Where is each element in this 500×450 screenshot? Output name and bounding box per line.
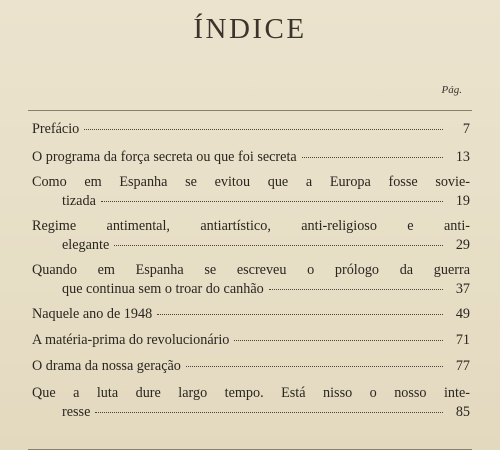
- page-title: ÍNDICE: [193, 13, 307, 45]
- toc-entry-prologo-guerra[interactable]: [32, 261, 470, 299]
- toc-entry-title-line1: Quando em Espanha se escreveu o prólogo da guerra: [32, 262, 470, 278]
- toc-entry-title-line2: resse: [62, 404, 91, 420]
- toc-entry-materia-prima[interactable]: [32, 331, 470, 350]
- toc-page-number: 71: [455, 332, 470, 348]
- toc-page-number: 85: [455, 404, 470, 420]
- toc-entry-title: A matéria-prima do revolucionário: [32, 332, 230, 348]
- leader-dots: [157, 313, 443, 315]
- toc-entry-title-line2: elegante: [62, 237, 110, 253]
- toc-page-number: 7: [462, 121, 470, 137]
- toc-entry-title: O programa da força secreta ou que foi secreta: [32, 149, 297, 165]
- toc-entry-drama[interactable]: [32, 357, 470, 376]
- toc-entry-title-line1: Que a luta dure largo tempo. Está nisso o nosso inte-: [32, 385, 470, 401]
- toc-entry-prefacio[interactable]: [32, 120, 470, 139]
- toc-entry-luta[interactable]: [32, 384, 470, 422]
- toc-page-number: 37: [455, 281, 470, 297]
- toc-entry-title-line1: Regime antimental, antiartístico, anti-religioso e anti-: [32, 218, 470, 234]
- toc-page-number: 49: [455, 306, 470, 322]
- page-column-header: Pág.: [441, 84, 462, 96]
- toc-entry-title: Naquele ano de 1948: [32, 306, 153, 322]
- toc-entry-title: O drama da nossa geração: [32, 358, 181, 374]
- toc-page-number: 29: [455, 237, 470, 253]
- leader-dots: [95, 411, 443, 413]
- toc-page-number: 77: [455, 358, 470, 374]
- leader-dots: [234, 339, 443, 341]
- toc-entry-regime[interactable]: [32, 217, 470, 255]
- leader-dots: [302, 156, 443, 158]
- leader-dots: [101, 200, 443, 202]
- leader-dots: [114, 244, 443, 246]
- toc-entry-1948[interactable]: [32, 305, 470, 324]
- leader-dots: [186, 365, 443, 367]
- leader-dots: [84, 128, 443, 130]
- toc-entry-title-line2: que continua sem o troar do canhão: [62, 281, 264, 297]
- toc-entry-title-line1: Como em Espanha se evitou que a Europa fosse sovie-: [32, 174, 470, 190]
- toc-page-number: 13: [455, 149, 470, 165]
- toc-entry-title: Prefácio: [32, 121, 80, 137]
- leader-dots: [269, 288, 443, 290]
- toc-entry-espanha-europa[interactable]: [32, 173, 470, 211]
- toc-entry-programa[interactable]: [32, 148, 470, 167]
- toc-entry-title-line2: tizada: [62, 193, 96, 209]
- top-rule: [28, 110, 472, 111]
- toc-page-number: 19: [455, 193, 470, 209]
